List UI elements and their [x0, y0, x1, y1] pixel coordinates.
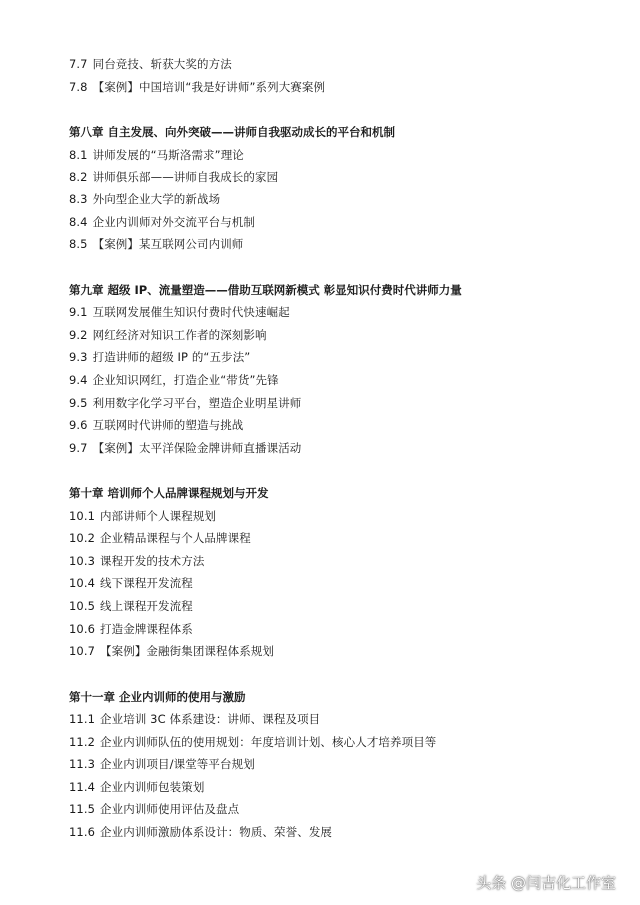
toc-entry-9-2 — [69, 328, 267, 342]
toc-entry-11-4 — [69, 780, 204, 794]
entry-number: 11.2 — [69, 735, 96, 749]
entry-number: 11.5 — [69, 802, 96, 816]
entry-number: 9.4 — [69, 373, 88, 387]
entry-text: 外向型企业大学的新战场 — [92, 192, 221, 206]
entry-number: 8.2 — [69, 170, 88, 184]
entry-number: 8.3 — [69, 192, 88, 206]
toc-entry-8-5 — [69, 237, 243, 251]
entry-text: 企业知识网红，打造企业“带货”先锋 — [92, 373, 279, 387]
entry-number: 9.2 — [69, 328, 88, 342]
toc-entry-9-1 — [69, 305, 290, 319]
entry-text: 同台竞技、斩获大奖的方法 — [92, 57, 232, 71]
entry-number: 10.4 — [69, 576, 96, 590]
toc-entry-9-5 — [69, 396, 301, 410]
entry-text: 企业培训 3C 体系建设：讲师、课程及项目 — [100, 712, 321, 726]
toc-entry-9-4 — [69, 373, 279, 387]
toc-entry-10-1 — [69, 509, 216, 523]
entry-text: 企业内训师对外交流平台与机制 — [92, 215, 255, 229]
entry-number: 8.5 — [69, 237, 88, 251]
entry-text: 企业内训项目/课堂等平台规划 — [100, 757, 255, 771]
entry-text: 【案例】某互联网公司内训师 — [92, 237, 244, 251]
entry-text: 企业精品课程与个人品牌课程 — [100, 531, 251, 545]
entry-number: 10.5 — [69, 599, 96, 613]
entry-number: 9.5 — [69, 396, 88, 410]
entry-text: 打造讲师的超级 IP 的“五步法” — [92, 350, 251, 364]
entry-number: 11.1 — [69, 712, 96, 726]
toc-entry-9-6 — [69, 418, 243, 432]
toc-entry-11-6 — [69, 825, 332, 839]
toc-entry-8-1 — [69, 148, 244, 162]
watermark: 头条 @闫吉化工作室 — [476, 874, 616, 892]
entry-text: 互联网发展催生知识付费时代快速崛起 — [92, 305, 290, 319]
entry-text: 企业内训师包装策划 — [100, 780, 205, 794]
toc-entry-7-8 — [69, 80, 325, 94]
entry-text: 互联网时代讲师的塑造与挑战 — [92, 418, 244, 432]
entry-text: 线下课程开发流程 — [100, 576, 193, 590]
entry-text: 企业内训师激励体系设计：物质、荣誉、发展 — [100, 825, 333, 839]
entry-text: 课程开发的技术方法 — [100, 554, 205, 568]
toc-entry-8-2 — [69, 170, 278, 184]
entry-text: 网红经济对知识工作者的深刻影响 — [92, 328, 267, 342]
entry-number: 10.7 — [69, 644, 96, 658]
toc-entry-10-2 — [69, 531, 251, 545]
entry-number: 10.1 — [69, 509, 96, 523]
chapter-11-heading: 第十一章 企业内训师的使用与激励 — [69, 690, 246, 704]
entry-text: 利用数字化学习平台，塑造企业明星讲师 — [92, 396, 302, 410]
entry-number: 11.3 — [69, 757, 96, 771]
entry-number: 11.6 — [69, 825, 96, 839]
entry-text: 【案例】太平洋保险金牌讲师直播课活动 — [92, 441, 302, 455]
toc-entry-9-3 — [69, 350, 250, 364]
entry-number: 9.7 — [69, 441, 88, 455]
entry-text: 【案例】中国培训“我是好讲师”系列大赛案例 — [92, 80, 326, 94]
toc-entry-7-7 — [69, 57, 232, 71]
toc-entry-11-3 — [69, 757, 255, 771]
entry-number: 10.2 — [69, 531, 96, 545]
chapter-10-heading: 第十章 培训师个人品牌课程规划与开发 — [69, 486, 269, 500]
entry-text: 讲师发展的“马斯洛需求”理论 — [92, 148, 244, 162]
entry-text: 讲师俱乐部——讲师自我成长的家园 — [92, 170, 279, 184]
toc-entry-8-3 — [69, 192, 220, 206]
entry-number: 9.3 — [69, 350, 88, 364]
entry-number: 9.1 — [69, 305, 88, 319]
toc-entry-10-3 — [69, 554, 204, 568]
entry-text: 企业内训师队伍的使用规划：年度培训计划、核心人才培养项目等 — [100, 735, 437, 749]
entry-text: 线上课程开发流程 — [100, 599, 193, 613]
entry-number: 7.8 — [69, 80, 88, 94]
toc-entry-9-7 — [69, 441, 301, 455]
toc-entry-11-5 — [69, 802, 239, 816]
toc-entry-11-2 — [69, 735, 436, 749]
entry-text: 内部讲师个人课程规划 — [100, 509, 217, 523]
entry-number: 8.1 — [69, 148, 88, 162]
toc-entry-10-5 — [69, 599, 193, 613]
toc-entry-10-6 — [69, 622, 193, 636]
entry-number: 11.4 — [69, 780, 96, 794]
entry-text: 企业内训师使用评估及盘点 — [100, 802, 240, 816]
entry-text: 打造金牌课程体系 — [100, 622, 193, 636]
toc-entry-10-4 — [69, 576, 193, 590]
entry-number: 10.6 — [69, 622, 96, 636]
entry-number: 7.7 — [69, 57, 88, 71]
entry-number: 8.4 — [69, 215, 88, 229]
entry-text: 【案例】金融街集团课程体系规划 — [100, 644, 275, 658]
chapter-9-heading: 第九章 超级 IP、流量塑造——借助互联网新模式 彰显知识付费时代讲师力量 — [69, 283, 462, 297]
entry-number: 9.6 — [69, 418, 88, 432]
toc-entry-8-4 — [69, 215, 255, 229]
toc-entry-10-7 — [69, 644, 274, 658]
entry-number: 10.3 — [69, 554, 96, 568]
toc-entry-11-1 — [69, 712, 320, 726]
chapter-8-heading: 第八章 自主发展、向外突破——讲师自我驱动成长的平台和机制 — [69, 125, 396, 139]
